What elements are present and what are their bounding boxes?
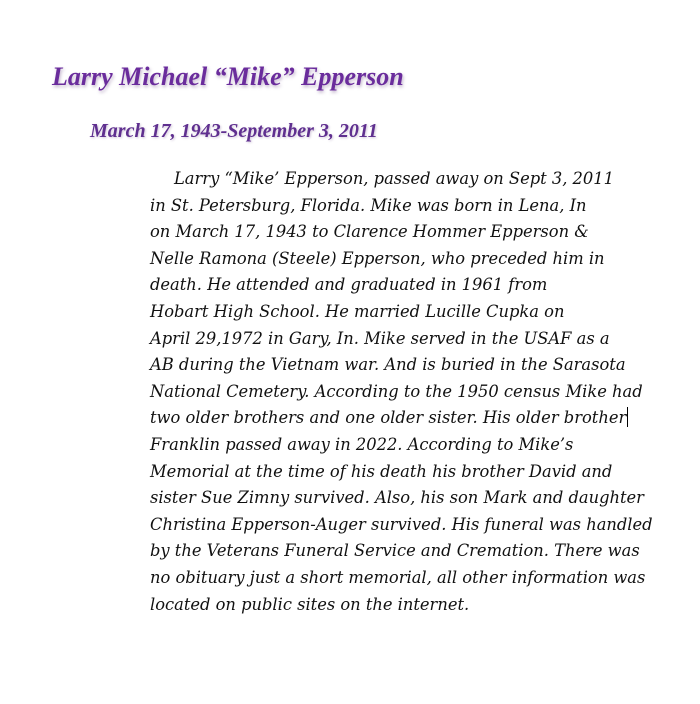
body-line: Hobart High School. He married Lucille Cupka on — [150, 301, 565, 321]
body-line: National Cemetery. According to the 1950 census Mike had — [150, 381, 643, 401]
life-dates: March 17, 1943-September 3, 2011 — [90, 120, 378, 142]
body-line: Larry “Mike’ Epperson, passed away on Sept 3, 2011 — [174, 169, 614, 188]
body-line-text: two older brothers and one older sister. His older brother — [150, 408, 627, 428]
body-line: sister Sue Zimny survived. Also, his son Mark and daughter — [150, 488, 644, 508]
body-line: Franklin passed away in 2022. According to Mike’s — [150, 434, 574, 454]
body-line: Nelle Ramona (Steele) Epperson, who preceded him in — [150, 248, 605, 268]
body-line: by the Veterans Funeral Service and Cremation. There was — [150, 541, 640, 561]
text-cursor — [627, 407, 628, 427]
page-title: Larry Michael “Mike” Epperson — [52, 62, 404, 91]
body-line: Memorial at the time of his death his brother David and — [150, 461, 613, 481]
body-line: Christina Epperson-Auger survived. His funeral was handled — [150, 514, 653, 534]
body-line: on March 17, 1943 to Clarence Hommer Epperson & — [150, 222, 589, 242]
body-line — [150, 405, 670, 432]
body-line: located on public sites on the internet. — [150, 594, 470, 614]
body-line: no obituary just a short memorial, all other information was — [150, 567, 646, 587]
body-line: April 29,1972 in Gary, In. Mike served in the USAF as a — [150, 328, 610, 348]
body-line: in St. Petersburg, Florida. Mike was born in Lena, In — [150, 195, 587, 215]
obituary-body[interactable] — [150, 166, 670, 618]
body-line: AB during the Vietnam war. And is buried in the Sarasota — [150, 355, 626, 375]
body-line: death. He attended and graduated in 1961 from — [150, 275, 548, 295]
